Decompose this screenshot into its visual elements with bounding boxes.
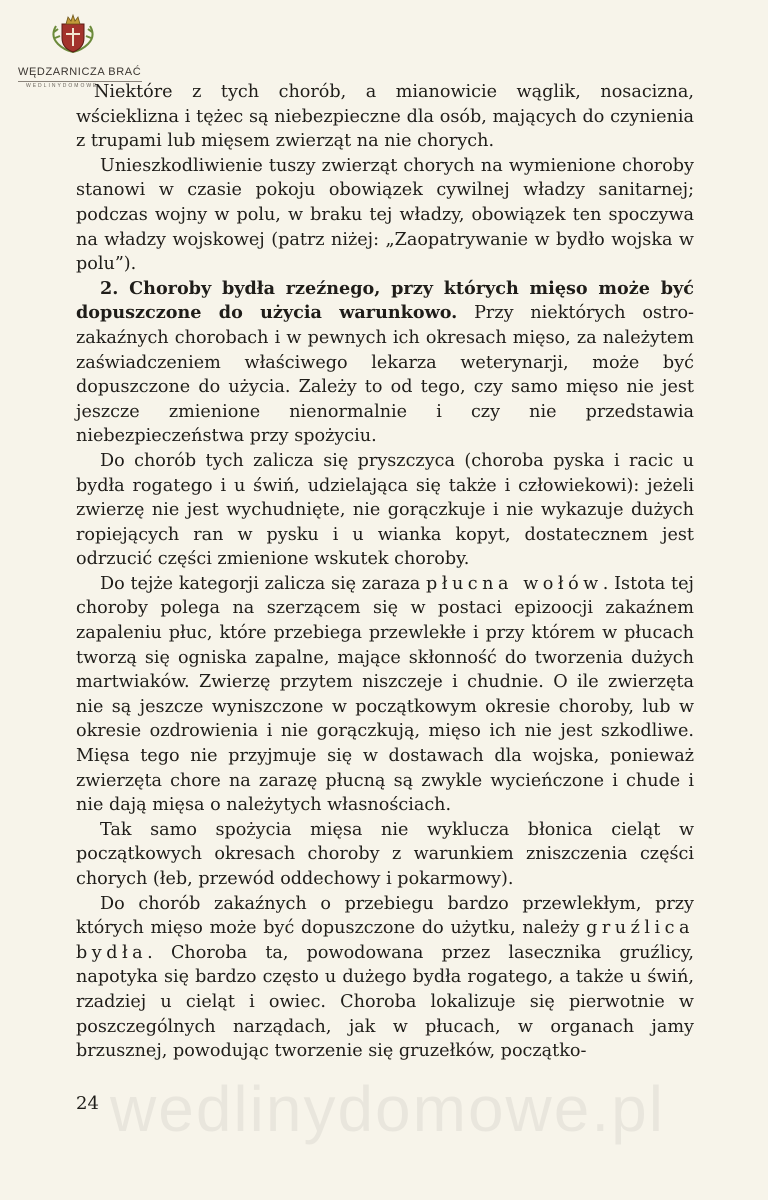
coat-of-arms-logo [50,10,96,60]
section-heading: 2. Choroby bydła rzeźnego, przy których mięso może być dopuszczone do użycia warunkowo. [76,277,694,324]
paragraph-3 [76,277,694,449]
paragraph-7-start: Do chorób zakaźnych o przebiegu bardzo przewlekłym, przy których mięso może być dopuszczone do użytku, należy [76,893,694,939]
paragraph-7-rest: . Choroba ta, powodowana przez lasecznika gruźlicy, napotyka się bardzo często u dużego bydła rogatego, a także u świń, rzadziej u cieląt i owiec. Choroba lokalizuje się pierwotnie w poszczególnych narządach, jak w płucach, w organach jamy brzusznej, powodując tworzenie się gruzełków, początko- [76,942,694,1062]
page-body [76,80,694,1064]
emphasized-term: gruźlica bydła [76,918,694,963]
paragraph-1: Niektóre z tych chorób, a mianowicie wąglik, nosacizna, wścieklizna i tężec są niebezpieczne dla osób, mających do czynienia z trupami lub mięsem zwierząt na nie chorych. [76,82,694,152]
paragraph-2: Unieszkodliwienie tuszy zwierząt chorych na wymienione choroby stanowi w czasie pokoju obowiązek cywilnej władzy sanitarnej; podczas wojny w polu, w braku tej władzy, obowiązek ten spoczywa na władzy wojskowej (patrz niżej: „Zaopatrywanie w bydło wojska w polu”). [76,155,694,275]
paragraph-5-rest: . Istota tej choroby polega na szerzącem się w postaci epizoocji zakaźnem zapaleniu płuc, które przebiega przewlekłe i przy którem w płucach tworzą się ogniska zapalne, mające skłonność do tworzenia dużych martwiaków. Zwierzę przytem niszczeje i chudnie. O ile zwierzęta nie są jeszcze wyniszczone w początkowym okresie choroby, lub w okresie ozdrowienia i nie gorączkują, mięso ich nie jest szkodliwe. Mięsa tego nie przyjmuje się w dostawach dla wojska, ponieważ zwierzęta chore na zarazę płucną są zwykle wycieńczone i chude i nie dają mięsa o należytych własnościach. [76,573,694,816]
brand-subtitle: WEDLINYDOMOWE [26,83,99,89]
paragraph-6: Tak samo spożycia mięsa nie wyklucza błonica cieląt w początkowych okresach choroby z warunkiem zniszczenia części chorych (łeb, przewód oddechowy i pokarmowy). [76,819,694,889]
emphasized-term: płucna wołów [425,573,603,594]
paragraph-5-start: Do tejże kategorji zalicza się zaraza [100,573,426,594]
paragraph-4: Do chorób tych zalicza się pryszczyca (choroba pyska i racic u bydła rogatego i u świń, udzielająca się także i człowiekowi): jeżeli zwierzę nie jest wychudnięte, nie gorączkuje i nie wykazuje dużych ropiejących ran w pysku i u wianka kopyt, dostatecznem jest odrzucić części zmienione wskutek choroby. [76,450,694,570]
page-number: 24 [76,1093,99,1114]
watermark: wedlinydomowe.pl [110,1073,665,1145]
paragraph-3-body: Przy niektórych ostro-zakaźnych chorobach i w pewnych ich okresach mięso, za należytem zaświadczeniem właściwego lekarza weterynarji, może być dopuszczone do użycia. Zależy to od tego, czy samo mięso nie jest jeszcze zmienione nienormalnie i czy nie przedstawia niebezpieczeństwa przy spożyciu. [76,303,694,447]
paragraph-7 [76,892,694,1064]
brand-name: WĘDZARNICZA BRAĆ [18,66,142,78]
paragraph-5 [76,572,694,818]
